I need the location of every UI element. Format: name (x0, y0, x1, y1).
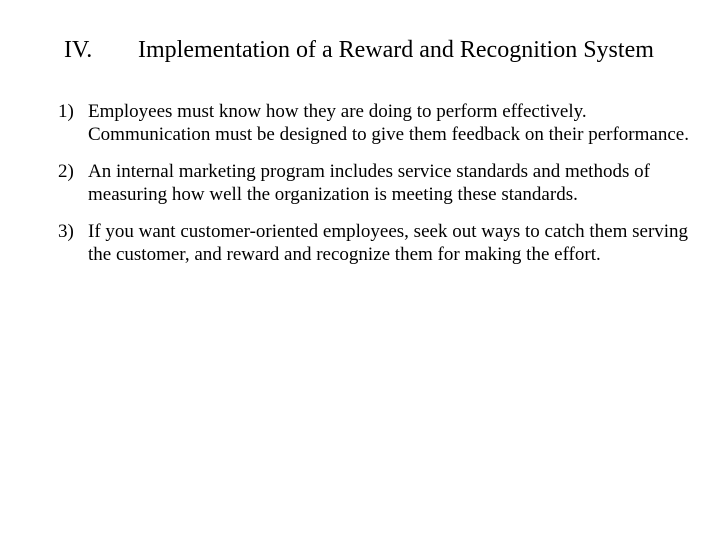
item-number: 1) (58, 101, 74, 122)
title-text: Implementation of a Reward and Recognition System (138, 37, 654, 63)
section-numeral: IV. (64, 37, 93, 63)
item-text: Employees must know how they are doing to perform effectively. Communication must be designed to give them feedback on their performance. (88, 101, 689, 145)
list-item (58, 100, 698, 146)
item-text: An internal marketing program includes service standards and methods of measuring how well the organization is meeting these standards. (88, 161, 650, 205)
slide-title (64, 36, 654, 64)
item-number: 2) (58, 161, 74, 182)
list-item (58, 220, 698, 266)
list-item (58, 160, 698, 206)
item-text: If you want customer-oriented employees, seek out ways to catch them serving the customer, and reward and recognize them for making the effort. (88, 221, 689, 265)
point-list (58, 100, 698, 280)
item-number: 3) (58, 221, 74, 242)
